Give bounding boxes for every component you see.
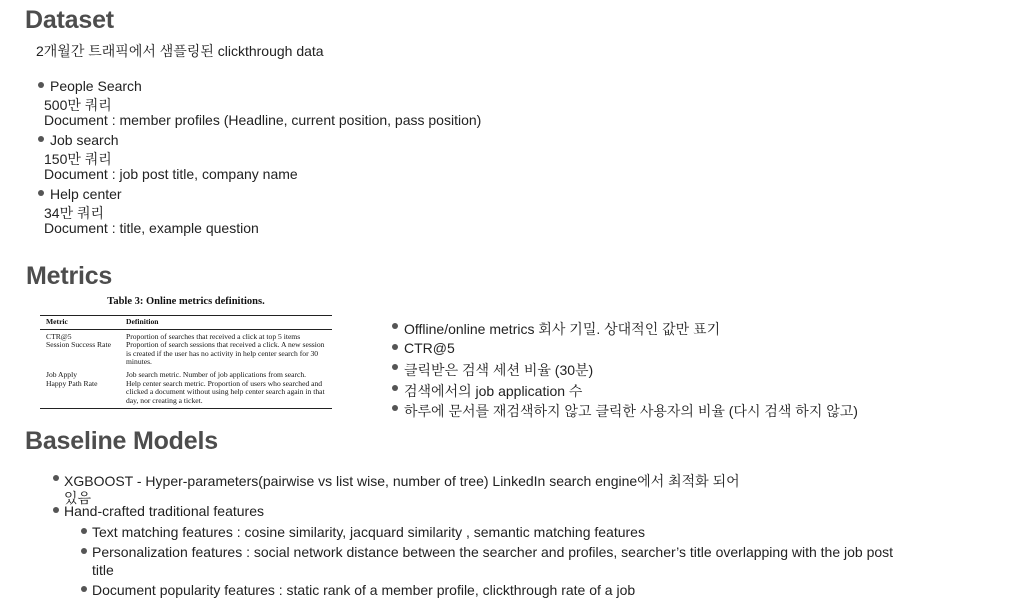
dataset-item-count: 500만 쿼리	[44, 97, 112, 113]
dataset-item-job-search: Job search	[50, 132, 119, 148]
table-row	[40, 341, 332, 367]
feature-text-matching: Text matching features : cosine similarity, jacquard similarity , semantic matching features	[92, 524, 645, 540]
bullet-dot	[392, 385, 398, 391]
baseline-xgboost-line2: 있음	[64, 490, 92, 506]
dataset-item-people-search: People Search	[50, 78, 142, 94]
feature-document-popularity: Document popularity features : static rank of a member profile, clickthrough rate of a job	[92, 582, 636, 598]
table-cell-definition: Proportion of search sessions that received a click. A new session is created if the user has no activity in help center search for 30 minutes.	[126, 340, 325, 367]
metrics-note: 클릭받은 검색 세션 비율 (30분)	[404, 362, 594, 378]
metrics-table-figure	[40, 296, 332, 409]
dataset-item-count: 34만 쿼리	[44, 205, 105, 221]
dataset-item-document: Document : title, example question	[44, 220, 259, 236]
dataset-item-help-center: Help center	[50, 186, 122, 202]
dataset-item-document: Document : job post title, company name	[44, 166, 298, 182]
table-cell-metric: Happy Path Rate	[46, 378, 98, 388]
table-cell-definition: Proportion of searches that received a click at top 5 items	[126, 331, 301, 341]
table-header-metric: Metric	[46, 317, 68, 326]
bullet-dot	[392, 364, 398, 370]
metrics-heading: Metrics	[26, 262, 113, 290]
bullet-dot	[38, 82, 44, 88]
dataset-subtitle: 2개월간 트래픽에서 샘플링된 clickthrough data	[36, 43, 324, 59]
metrics-note: Offline/online metrics 회사 기밀. 상대적인 값만 표기	[404, 321, 721, 337]
bullet-dot	[81, 548, 87, 554]
bullet-dot	[53, 507, 59, 513]
bullet-dot	[81, 586, 87, 592]
feature-personalization-line1: Personalization features : social network distance between the searcher and profiles, searcher’s title overlapping with the job post	[92, 544, 894, 560]
bullet-dot	[53, 475, 59, 481]
metrics-note: 하루에 문서를 재검색하지 않고 클릭한 사용자의 비율 (다시 검색 하지 않고)	[404, 403, 858, 419]
table-cell-definition: Job search metric. Number of job applications from search.	[126, 369, 307, 379]
table-bottom-rule	[40, 408, 332, 409]
baseline-xgboost-line1: XGBOOST - Hyper-parameters(pairwise vs list wise, number of tree) LinkedIn search engine에서 최적화 되어	[64, 473, 740, 489]
table-mid-rule	[40, 329, 332, 330]
dataset-item-count: 150만 쿼리	[44, 151, 112, 167]
table-header-row	[40, 316, 332, 329]
table-cell-metric: Job Apply	[46, 369, 78, 379]
metrics-note: 검색에서의 job application 수	[404, 383, 583, 399]
table-caption: Table 3: Online metrics definitions.	[107, 296, 265, 307]
bullet-dot	[392, 344, 398, 350]
bullet-dot	[38, 190, 44, 196]
table-row	[40, 380, 332, 406]
table-cell-definition: Help center search metric. Proportion of users who searched and clicked a document without using help center search again in that day, nor creating a ticket.	[126, 378, 325, 405]
table-header-definition: Definition	[126, 317, 159, 326]
baseline-handcrafted: Hand-crafted traditional features	[64, 503, 264, 519]
bullet-dot	[38, 136, 44, 142]
bullet-dot	[392, 323, 398, 329]
dataset-heading: Dataset	[25, 6, 114, 34]
table-cell-metric: Session Success Rate	[46, 340, 111, 350]
baseline-heading: Baseline Models	[25, 427, 218, 455]
dataset-item-document: Document : member profiles (Headline, current position, pass position)	[44, 112, 482, 128]
bullet-dot	[392, 405, 398, 411]
bullet-dot	[81, 528, 87, 534]
table-cell-metric: CTR@5	[46, 331, 72, 341]
feature-personalization-line2: title	[92, 562, 114, 578]
metrics-note: CTR@5	[404, 340, 455, 356]
